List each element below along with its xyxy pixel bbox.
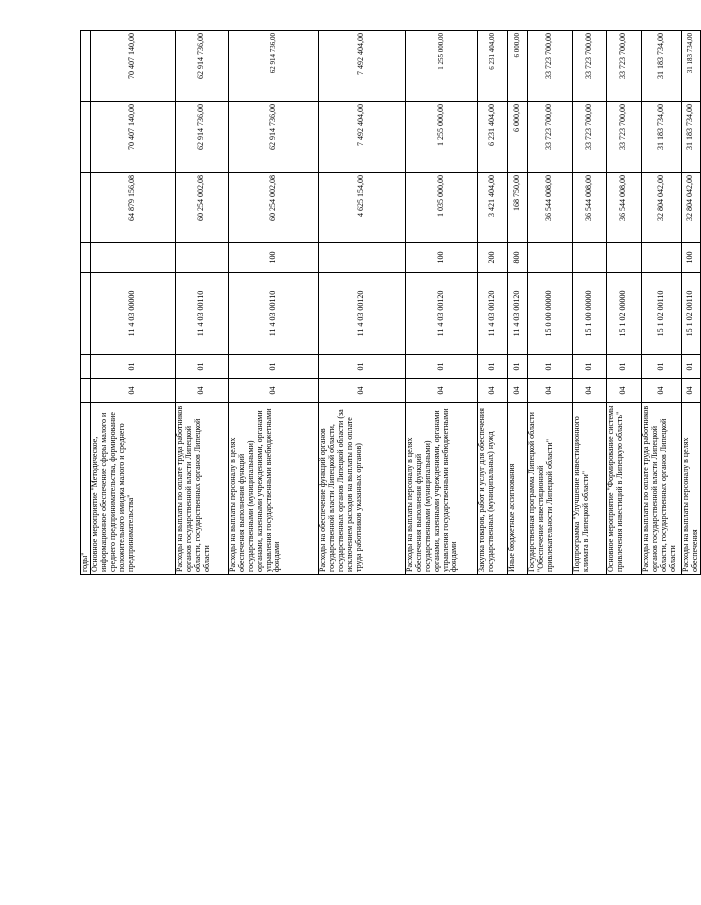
row-gr: 04	[477, 379, 507, 403]
row-amount-3: 33 723 700,00	[527, 31, 572, 102]
row-amount-2: 1 255 000,00	[405, 102, 477, 173]
row-name: Закупка товаров, работ и услуг для обеспечения государственных (муниципальных) нужд	[477, 403, 507, 575]
table-row	[318, 31, 405, 575]
row-amount-3	[81, 31, 91, 102]
row-name: Расходы на выплаты персоналу в целях обеспечения выполнения функций государственными (муниципальными) органами, казенными учреждениями, органами управления государственными внебюджетными фондами	[228, 403, 318, 575]
table-row	[477, 31, 507, 575]
row-csr: 15 1 00 00000	[572, 273, 606, 355]
row-amount-3: 70 407 140,00	[90, 31, 175, 102]
row-amount-2: 62 914 736,00	[228, 102, 318, 173]
table-row	[175, 31, 228, 575]
row-pr: 01	[681, 355, 700, 379]
row-amount-1: 1 035 000,00	[405, 173, 477, 243]
row-gr: 04	[405, 379, 477, 403]
row-csr: 11 4 03 00110	[228, 273, 318, 355]
row-name: Расходы на выплаты персоналу в целях обеспечения	[681, 403, 700, 575]
row-name: Государственная программа Липецкой области "Обеспечение инвестиционной привлекательности Липецкой области"	[527, 403, 572, 575]
row-name: Основное мероприятие "Формирование системы привлечения инвестиций в Липецкую область"	[606, 403, 641, 575]
row-name: Расходы на обеспечение функций органов государственной власти Липецкой области, государственных органов Липецкой области (за исключением расходов на выплаты по оплате труда работников указанных органов)	[318, 403, 405, 575]
table-row	[641, 31, 681, 575]
row-pr: 01	[641, 355, 681, 379]
row-amount-1: 60 254 002,08	[228, 173, 318, 243]
row-vr	[606, 243, 641, 273]
row-amount-1: 168 750,00	[507, 173, 527, 243]
row-amount-2: 33 723 700,00	[606, 102, 641, 173]
row-amount-1: 36 544 008,00	[606, 173, 641, 243]
row-pr: 01	[572, 355, 606, 379]
row-amount-2	[81, 102, 91, 173]
row-amount-3: 1 255 000,00	[405, 31, 477, 102]
row-gr: 04	[318, 379, 405, 403]
row-vr	[81, 243, 91, 273]
row-name: Расходы на выплаты по оплате труда работников органов государственной власти Липецкой области, государственных органов Липецкой области	[641, 403, 681, 575]
row-amount-1: 60 254 002,08	[175, 173, 228, 243]
row-amount-3: 62 914 736,00	[228, 31, 318, 102]
row-vr	[572, 243, 606, 273]
row-amount-2: 31 183 734,00	[681, 102, 700, 173]
table-row	[606, 31, 641, 575]
row-amount-3: 33 723 700,00	[606, 31, 641, 102]
row-amount-1: 36 544 008,00	[572, 173, 606, 243]
row-name: Основное мероприятие "Методическое, информационное обеспечение сферы малого и среднего предпринимательства, формирование положительного имиджа малого и среднего предпринимательства"	[90, 403, 175, 575]
row-pr: 01	[527, 355, 572, 379]
row-vr: 100	[405, 243, 477, 273]
row-gr: 04	[90, 379, 175, 403]
table-row	[228, 31, 318, 575]
row-amount-1	[81, 173, 91, 243]
row-amount-2: 31 183 734,00	[641, 102, 681, 173]
row-vr	[641, 243, 681, 273]
table-row	[81, 31, 91, 575]
row-vr	[527, 243, 572, 273]
row-amount-2: 33 723 700,00	[527, 102, 572, 173]
table-row	[527, 31, 572, 575]
row-csr: 11 4 03 00110	[175, 273, 228, 355]
row-gr: 04	[681, 379, 700, 403]
row-vr: 100	[681, 243, 700, 273]
row-vr: 100	[228, 243, 318, 273]
row-amount-3: 62 914 736,00	[175, 31, 228, 102]
budget-table	[80, 30, 701, 575]
row-gr: 04	[175, 379, 228, 403]
row-gr: 04	[606, 379, 641, 403]
table-row	[405, 31, 477, 575]
row-pr: 01	[477, 355, 507, 379]
row-gr	[81, 379, 91, 403]
row-amount-1: 3 421 404,00	[477, 173, 507, 243]
table-row	[90, 31, 175, 575]
row-vr: 800	[507, 243, 527, 273]
row-amount-1: 32 804 042,00	[681, 173, 700, 243]
row-pr	[81, 355, 91, 379]
row-amount-2: 33 723 700,00	[572, 102, 606, 173]
row-amount-3: 6 000,00	[507, 31, 527, 102]
row-pr: 01	[90, 355, 175, 379]
row-name: Иные бюджетные ассигнования	[507, 403, 527, 575]
row-csr: 15 0 00 00000	[527, 273, 572, 355]
row-name: годы"	[81, 403, 91, 575]
row-csr: 11 4 03 00000	[90, 273, 175, 355]
row-amount-1: 36 544 008,00	[527, 173, 572, 243]
row-amount-2: 7 492 404,00	[318, 102, 405, 173]
row-csr: 11 4 03 00120	[477, 273, 507, 355]
row-amount-2: 62 914 736,00	[175, 102, 228, 173]
row-pr: 01	[175, 355, 228, 379]
row-gr: 04	[228, 379, 318, 403]
row-gr: 04	[572, 379, 606, 403]
row-amount-2: 6 000,00	[507, 102, 527, 173]
row-name: Расходы на выплаты по оплате труда работников органов государственной власти Липецкой области, государственных органов Липецкой области	[175, 403, 228, 575]
row-amount-1: 4 625 154,00	[318, 173, 405, 243]
row-csr: 11 4 03 00120	[507, 273, 527, 355]
row-amount-3: 7 492 404,00	[318, 31, 405, 102]
row-amount-1: 64 879 156,08	[90, 173, 175, 243]
row-gr: 04	[527, 379, 572, 403]
table-row	[572, 31, 606, 575]
row-pr: 01	[606, 355, 641, 379]
row-amount-2: 70 407 140,00	[90, 102, 175, 173]
row-amount-3: 31 183 734,00	[681, 31, 700, 102]
row-csr: 11 4 03 00120	[318, 273, 405, 355]
row-csr: 11 4 03 00120	[405, 273, 477, 355]
row-csr: 15 1 02 00110	[681, 273, 700, 355]
rotated-table-wrapper	[80, 31, 699, 575]
row-pr: 01	[318, 355, 405, 379]
row-pr: 01	[405, 355, 477, 379]
row-vr	[175, 243, 228, 273]
row-csr: 15 1 02 00000	[606, 273, 641, 355]
row-pr: 01	[507, 355, 527, 379]
table-row	[507, 31, 527, 575]
row-vr	[90, 243, 175, 273]
row-vr: 200	[477, 243, 507, 273]
row-gr: 04	[507, 379, 527, 403]
row-name: Подпрограмма "Улучшение инвестиционного климата в Липецкой области"	[572, 403, 606, 575]
row-vr	[318, 243, 405, 273]
row-gr: 04	[641, 379, 681, 403]
row-csr	[81, 273, 91, 355]
row-amount-1: 32 804 042,00	[641, 173, 681, 243]
row-csr: 15 1 02 00110	[641, 273, 681, 355]
row-amount-2: 6 231 404,00	[477, 102, 507, 173]
row-amount-3: 31 183 734,00	[641, 31, 681, 102]
row-amount-3: 6 231 404,00	[477, 31, 507, 102]
table-row	[681, 31, 700, 575]
table-body	[81, 31, 701, 575]
row-pr: 01	[228, 355, 318, 379]
row-name: Расходы на выплаты персоналу в целях обеспечения выполнения функций государственными (муниципальными) органами, казенными учреждениями, органами управления государственными внебюджетными фондами	[405, 403, 477, 575]
row-amount-3: 33 723 700,00	[572, 31, 606, 102]
